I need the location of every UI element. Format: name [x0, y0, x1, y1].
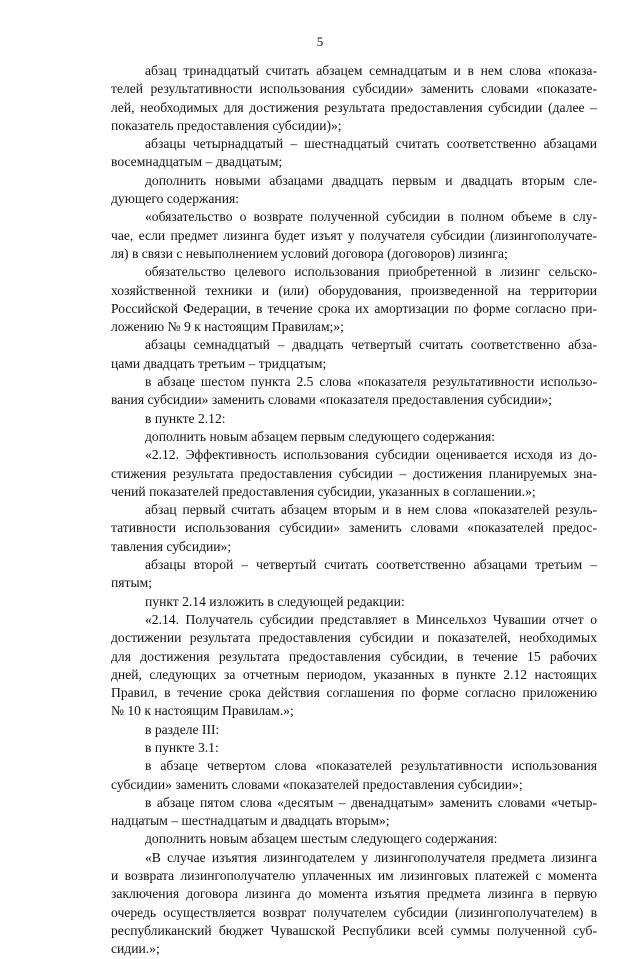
- text-line: дополнить новым абзацем шестым следующего содержания:: [145, 831, 498, 847]
- text-line: в пункте 2.12:: [145, 410, 226, 426]
- text-line: надцатым – шестнадцатым и двадцать вторым»;: [111, 813, 390, 829]
- text-line: абзацы четырнадцатый – шестнадцатый считать соответственно абзацами: [145, 136, 597, 152]
- text-line: сидии.»;: [111, 941, 160, 957]
- text-line: телей результативности использования субсидии» заменить словами «показате-: [111, 81, 597, 97]
- text-line: абзац первый считать абзацем вторым и в нем слова «показателей резуль-: [145, 502, 597, 518]
- text-line: Правил, в течение срока действия соглашения по форме согласно приложению: [111, 685, 597, 701]
- text-line: тативности использования субсидии» заменить словами «показателей предос-: [111, 520, 597, 536]
- text-line: заключения договора лизинга до момента изъятия предмета лизинга в первую: [111, 886, 597, 902]
- text-line: в разделе III:: [145, 721, 220, 737]
- text-line: тавления субсидии»;: [111, 538, 232, 554]
- text-line: № 10 к настоящим Правилам.»;: [111, 703, 294, 719]
- text-line: достижении результата предоставления субсидии и показателей, необходимых: [111, 630, 597, 646]
- text-line: дополнить новым абзацем первым следующего содержания:: [145, 428, 496, 444]
- text-line: показатель предоставления субсидии)»;: [111, 117, 342, 133]
- text-line: ля) в связи с невыполнением условий договора (договоров) лизинга;: [111, 245, 508, 261]
- text-line: обязательство целевого использования приобретенной в лизинг сельско-: [145, 264, 597, 280]
- text-line: Российской Федерации, в течение срока их амортизации по форме согласно при-: [111, 300, 597, 316]
- text-line: пункт 2.14 изложить в следующей редакции:: [145, 593, 405, 609]
- text-line: стижения результата предоставления субсидии – достижения планируемых зна-: [111, 465, 597, 481]
- text-line: дней, следующих за отчетным периодом, указанных в пункте 2.12 настоящих: [111, 666, 597, 682]
- text-line: абзацы семнадцатый – двадцать четвертый считать соответственно абза-: [145, 337, 597, 353]
- text-line: пятым;: [111, 575, 152, 591]
- text-line: для достижения результата предоставления субсидии, в течение 15 рабочих: [111, 648, 597, 664]
- text-line: хозяйственной техники и (или) оборудования, произведенной на территории: [111, 282, 597, 298]
- text-line: «2.12. Эффективность использования субсидии оценивается исходя из до-: [145, 447, 597, 463]
- text-line: абзац тринадцатый считать абзацем семнадцатым и в нем слова «показа-: [145, 63, 597, 78]
- text-line: абзацы второй – четвертый считать соответственно абзацами третьим –: [145, 557, 597, 573]
- text-line: чений показателей предоставления субсидии, указанных в соглашении.»;: [111, 483, 536, 499]
- text-line: «В случае изъятия лизингодателем у лизингополучателя предмета лизинга: [145, 849, 597, 865]
- text-line: в абзаце шестом пункта 2.5 слова «показателя результативности использо-: [145, 374, 597, 390]
- page-number: 5: [316, 34, 324, 49]
- text-line: лей, необходимых для достижения результата предоставления субсидии (далее –: [111, 99, 597, 115]
- text-line: «обязательство о возврате полученной субсидии в полном объеме в слу-: [145, 209, 597, 225]
- text-line: «2.14. Получатель субсидии представляет в Минсельхоз Чувашии отчет о: [145, 611, 597, 627]
- text-line: ложению № 9 к настоящим Правилам;»;: [111, 319, 344, 335]
- text-line: вания субсидии» заменить словами «показателя предоставления субсидии»;: [111, 392, 553, 408]
- text-line: очередь осуществляется возврат получателем субсидии (лизингополучателем) в: [111, 904, 597, 920]
- text-line: цами двадцать третьим – тридцатым;: [111, 355, 327, 371]
- text-line: чае, если предмет лизинга будет изъят у получателя субсидии (лизингополучате-: [111, 227, 597, 243]
- document-body: [111, 62, 597, 959]
- text-line: в абзаце четвертом слова «показателей результативности использования: [145, 758, 597, 774]
- text-line: дующего содержания:: [111, 191, 239, 207]
- text-line: и возврата лизингополучателю уплаченных им лизинговых платежей с момента: [111, 868, 597, 884]
- text-line: в пункте 3.1:: [145, 739, 219, 755]
- text-line: в абзаце пятом слова «десятым – двенадцатым» заменить словами «четыр-: [145, 794, 597, 810]
- text-line: субсидии» заменить словами «показателей предоставления субсидии»;: [111, 776, 523, 792]
- text-line: республиканский бюджет Чувашской Республики всей суммы полученной суб-: [111, 922, 597, 938]
- text-line: восемнадцатым – двадцатым;: [111, 154, 283, 170]
- text-line: дополнить новыми абзацами двадцать первым и двадцать вторым сле-: [145, 172, 597, 188]
